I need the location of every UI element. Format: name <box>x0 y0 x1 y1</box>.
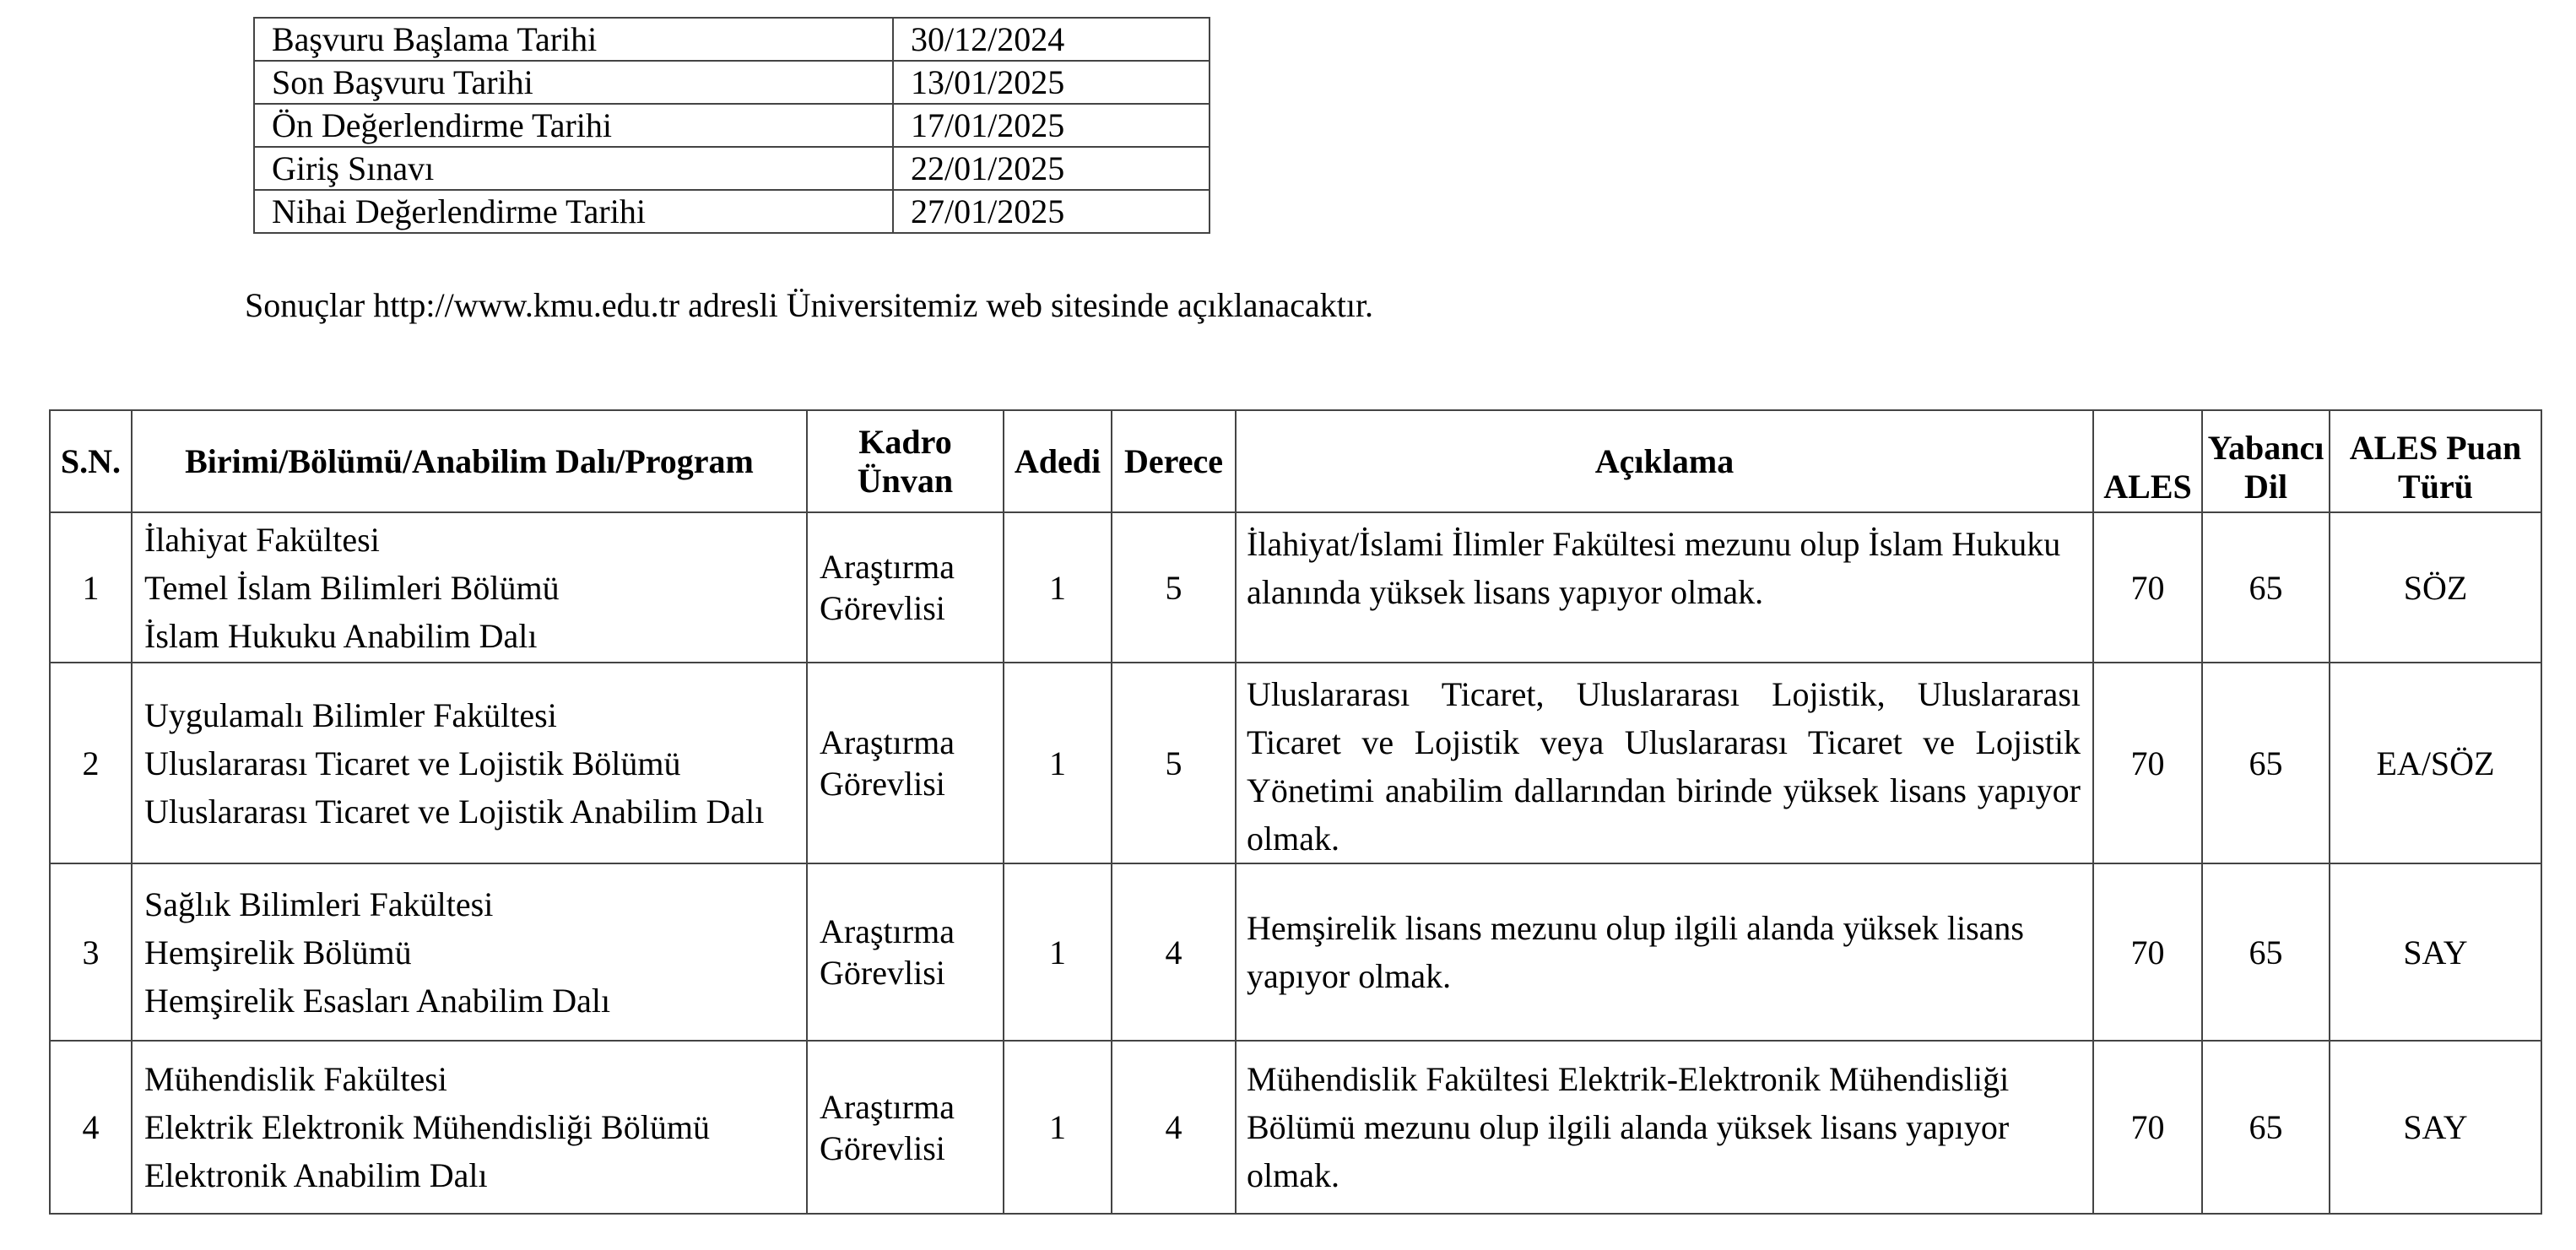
birim-department: Elektrik Elektronik Mühendisliği Bölümü <box>144 1108 710 1146</box>
cell-yabanci-dil: 65 <box>2202 663 2330 863</box>
header-sn: S.N. <box>50 410 132 512</box>
cell-adedi: 1 <box>1004 512 1112 663</box>
table-row <box>50 512 2541 663</box>
cell-derece: 5 <box>1112 512 1236 663</box>
table-row <box>50 863 2541 1041</box>
header-birim: Birimi/Bölümü/Anabilim Dalı/Program <box>132 410 807 512</box>
header-kadro-line2: Ünvan <box>857 461 954 500</box>
date-value: 17/01/2025 <box>893 104 1210 147</box>
header-puan-line1: ALES Puan <box>2349 429 2522 467</box>
birim-division: Hemşirelik Esasları Anabilim Dalı <box>144 981 611 1020</box>
unvan-line1: Araştırma <box>820 548 955 586</box>
unvan-line2: Görevlisi <box>820 1128 945 1167</box>
date-label: Başvuru Başlama Tarihi <box>254 18 893 61</box>
cell-birim <box>132 663 807 863</box>
header-ales: ALES <box>2093 410 2202 512</box>
date-label: Son Başvuru Tarihi <box>254 61 893 104</box>
birim-faculty: Sağlık Bilimleri Fakültesi <box>144 885 494 923</box>
cell-kadro-unvan <box>807 1041 1004 1214</box>
cell-adedi: 1 <box>1004 863 1112 1041</box>
birim-faculty: İlahiyat Fakültesi <box>144 520 380 559</box>
unvan-line1: Araştırma <box>820 1087 955 1126</box>
cell-kadro-unvan <box>807 663 1004 863</box>
header-puan-line2: Türü <box>2398 468 2473 506</box>
cell-kadro-unvan <box>807 863 1004 1041</box>
cell-adedi: 1 <box>1004 1041 1112 1214</box>
unvan-line1: Araştırma <box>820 723 955 761</box>
date-value: 13/01/2025 <box>893 61 1210 104</box>
date-label: Nihai Değerlendirme Tarihi <box>254 190 893 233</box>
table-row <box>50 1041 2541 1214</box>
results-announcement: Sonuçlar http://www.kmu.edu.tr adresli Üniversitemiz web sitesinde açıklanacaktır. <box>245 286 1374 324</box>
cell-yabanci-dil: 65 <box>2202 512 2330 663</box>
header-kadro-unvan <box>807 410 1004 512</box>
unvan-line2: Görevlisi <box>820 589 945 627</box>
unvan-line1: Araştırma <box>820 912 955 950</box>
cell-puan-turu: SAY <box>2330 863 2541 1041</box>
birim-faculty: Mühendislik Fakültesi <box>144 1060 447 1098</box>
cell-sn: 1 <box>50 512 132 663</box>
header-derece: Derece <box>1112 410 1236 512</box>
birim-division: Elektronik Anabilim Dalı <box>144 1156 488 1194</box>
cell-birim <box>132 1041 807 1214</box>
date-row <box>254 190 1210 233</box>
cell-yabanci-dil: 65 <box>2202 1041 2330 1214</box>
date-label: Giriş Sınavı <box>254 147 893 190</box>
birim-department: Uluslararası Ticaret ve Lojistik Bölümü <box>144 744 681 782</box>
date-value: 27/01/2025 <box>893 190 1210 233</box>
cell-yabanci-dil: 65 <box>2202 863 2330 1041</box>
date-row <box>254 61 1210 104</box>
cell-ales: 70 <box>2093 863 2202 1041</box>
date-row <box>254 147 1210 190</box>
date-row <box>254 18 1210 61</box>
cell-birim <box>132 512 807 663</box>
cell-puan-turu: SAY <box>2330 1041 2541 1214</box>
header-kadro-line1: Kadro <box>858 422 952 461</box>
birim-faculty: Uygulamalı Bilimler Fakültesi <box>144 695 557 734</box>
date-value: 22/01/2025 <box>893 147 1210 190</box>
date-value: 30/12/2024 <box>893 18 1210 61</box>
cell-sn: 3 <box>50 863 132 1041</box>
cell-adedi: 1 <box>1004 663 1112 863</box>
cell-puan-turu: EA/SÖZ <box>2330 663 2541 863</box>
cell-ales: 70 <box>2093 1041 2202 1214</box>
positions-table <box>49 409 2542 1215</box>
cell-aciklama: Hemşirelik lisans mezunu olup ilgili alanda yüksek lisans yapıyor olmak. <box>1236 863 2093 1041</box>
header-ales-puan-turu <box>2330 410 2541 512</box>
header-aciklama: Açıklama <box>1236 410 2093 512</box>
birim-division: İslam Hukuku Anabilim Dalı <box>144 616 538 655</box>
unvan-line2: Görevlisi <box>820 765 945 803</box>
cell-sn: 2 <box>50 663 132 863</box>
application-dates-table <box>253 17 1210 234</box>
cell-ales: 70 <box>2093 512 2202 663</box>
cell-ales: 70 <box>2093 663 2202 863</box>
cell-derece: 5 <box>1112 663 1236 863</box>
cell-aciklama: Uluslararası Ticaret, Uluslararası Lojistik, Uluslararası Ticaret ve Lojistik veya Uluslararası Ticaret ve Lojistik Yönetimi anabilim dallarından birinde yüksek lisans yapıyor olmak. <box>1236 663 2093 863</box>
header-yabanci-dil <box>2202 410 2330 512</box>
date-row <box>254 104 1210 147</box>
cell-sn: 4 <box>50 1041 132 1214</box>
cell-birim <box>132 863 807 1041</box>
header-yabanci-line2: Dil <box>2243 468 2288 506</box>
table-header-row <box>50 410 2541 512</box>
birim-division: Uluslararası Ticaret ve Lojistik Anabilim Dalı <box>144 792 765 831</box>
cell-derece: 4 <box>1112 863 1236 1041</box>
birim-department: Hemşirelik Bölümü <box>144 933 412 971</box>
birim-department: Temel İslam Bilimleri Bölümü <box>144 568 560 607</box>
cell-aciklama: Mühendislik Fakültesi Elektrik-Elektronik Mühendisliği Bölümü mezunu olup ilgili alanda yüksek lisans yapıyor olmak. <box>1236 1041 2093 1214</box>
cell-kadro-unvan <box>807 512 1004 663</box>
unvan-line2: Görevlisi <box>820 954 945 992</box>
cell-puan-turu: SÖZ <box>2330 512 2541 663</box>
date-label: Ön Değerlendirme Tarihi <box>254 104 893 147</box>
header-adedi: Adedi <box>1004 410 1112 512</box>
cell-derece: 4 <box>1112 1041 1236 1214</box>
header-yabanci-line1: Yabancı <box>2207 429 2324 467</box>
table-row <box>50 663 2541 863</box>
cell-aciklama: İlahiyat/İslami İlimler Fakültesi mezunu olup İslam Hukuku alanında yüksek lisans yapıyor olmak. <box>1236 512 2093 663</box>
